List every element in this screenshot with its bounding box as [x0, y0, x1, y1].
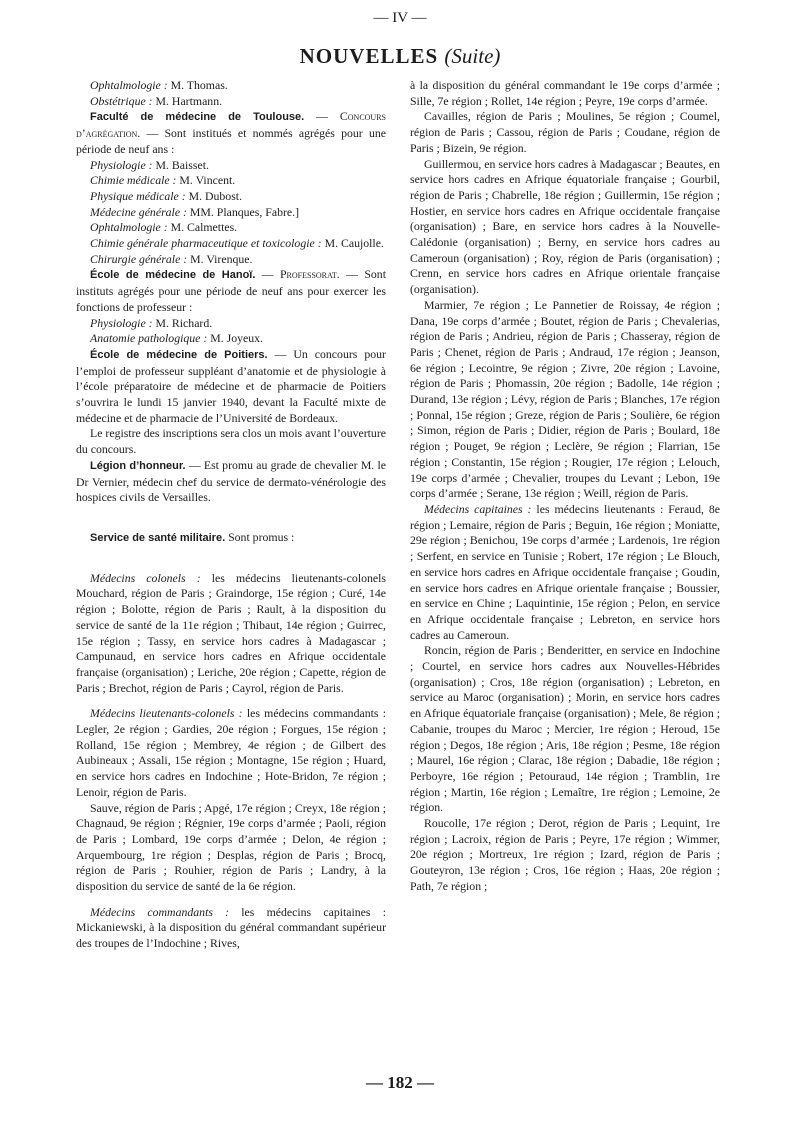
paragraph: [76, 94, 386, 110]
paragraph-text: M. Joyeux.: [207, 331, 264, 346]
paragraph-text: les médecins commandants : Legler, 2e région ; Gardies, 20e région ; Forgues, 15e région ; Rolland, 15e région ; Membrey, 4e région ; de Gilbert des Aubineaux ; Assali, 15e région ; Montagne, 15e région ; Huard, en service hors cadres en Indochine ; Hote-Bridon, 7e région ; Lenoir, région de Paris.: [76, 706, 386, 799]
paragraph: [76, 252, 386, 268]
paragraph: [76, 158, 386, 174]
section-paragraph: [76, 109, 386, 157]
paragraph-text: — Un concours pour l’emploi de professeur suppléant d’anatomie et de physiologie à l’école préparatoire de médecine et de pharmacie de Poitiers s’ouvrira le lundi 15 janvier 1940, devant la Faculté mixte de médecine et de pharmacie de l’Université de Bordeaux.: [76, 346, 386, 425]
paragraph: [76, 173, 386, 189]
title-main: NOUVELLES: [299, 44, 439, 68]
section-heading: École de médecine de Hanoï.: [90, 269, 256, 282]
paragraph: Le registre des inscriptions sera clos un mois avant l’ouverture du concours.: [76, 426, 386, 457]
section-paragraph: [76, 267, 386, 315]
rank-label: Médecins capitaines :: [424, 501, 532, 516]
paragraph: [76, 905, 386, 952]
paragraph-text: M. Hartmann.: [152, 93, 223, 108]
paragraph-text: les médecins lieutenants-colonels Mouchard, région de Paris ; Graindorge, 15e région ; Curé, 14e région ; Bolotte, région de Paris ; Rault, à la disposition du service de santé de la 11e région ; Thibaut, 14e région ; Guirrec, 15e région ; Tassy, en service hors cadres à Madagascar ; Campunaud, en service hors cadres en Afrique occidentale française (organisation) ; Leriche, 20e région ; Capette, région de Paris ; Brechot, région de Paris ; Cayrol, région de Paris.: [76, 570, 386, 695]
section-heading: Légion d’honneur.: [90, 459, 186, 472]
section-heading: École de médecine de Poitiers.: [90, 348, 268, 361]
section-paragraph: [76, 458, 386, 506]
rank-label: Médecins colonels :: [90, 570, 201, 585]
paragraph-text: — Sont instituts agrégés pour une période de neuf ans pour exercer les fonctions de professeur :: [76, 267, 386, 314]
paragraph-text: Sont promus :: [225, 529, 295, 544]
right-column: [410, 78, 720, 895]
paragraph: [76, 316, 386, 332]
paragraph-text: M. Dubost.: [185, 188, 243, 203]
paragraph: [76, 205, 386, 221]
paragraph-text: MM. Planques, Fabre.]: [186, 204, 300, 219]
discipline-label: Chimie médicale :: [90, 173, 177, 188]
paragraph: à la disposition du général commandant le 19e corps d’armée ; Sille, 7e région ; Rollet, 14e région ; Peyre, 19e corps d’armée.: [410, 78, 720, 108]
title-suffix: (Suite): [444, 44, 501, 68]
page-roman-numeral: — IV —: [373, 10, 427, 26]
paragraph: [76, 236, 386, 252]
discipline-label: Ophtalmologie :: [90, 220, 168, 235]
paragraph-text: — Est promu au grade de chevalier M. le Dr Vernier, médecin chef du service de dermato-vénérologie des hospices civils de Versailles.: [76, 457, 386, 505]
discipline-label: Physiologie :: [90, 315, 153, 330]
section-heading: Faculté de médecine de Toulouse.: [90, 111, 305, 124]
page-number: — 182 —: [366, 1073, 434, 1092]
discipline-label: Physique médicale :: [90, 188, 186, 203]
section-subheading: — Concours d’agrégation.: [76, 109, 386, 141]
paragraph-text: — Sont institués et nommés agrégés pour une période de neuf ans :: [76, 126, 386, 156]
paragraph-text: les médecins lieutenants : Feraud, 8e région ; Lemaire, région de Paris ; Beguin, 16e région ; Moniatte, 29e région ; Benichou, 19e corps d’armée ; Lardenois, 1re région ; Serfent, en service en Tunisie ; Robert, 17e région ; Le Blouch, en service hors cadres en Afrique occidentale française ; Goudin, en service hors cadres en Afrique orientale française ; Boussier, en service en Chine ; Laquintinie, 15e région ; Pelon, en service en Afrique occidentale française ; Lebreton, en service hors cadres au Cameroun.: [410, 501, 720, 642]
rank-label: Médecins lieutenants-colonels :: [90, 706, 243, 721]
paragraph-text: M. Thomas.: [167, 78, 228, 92]
paragraph-text: les médecins capitaines : Mickaniewski, à la disposition du général commandant supérieur des troupes de l’Indochine ; Rives,: [76, 904, 386, 951]
discipline-label: Obstétrique :: [90, 93, 153, 108]
discipline-label: Ophtalmologie :: [90, 78, 168, 92]
section-heading: Service de santé militaire.: [90, 531, 226, 544]
discipline-label: Chimie générale pharmaceutique et toxicologie :: [90, 236, 322, 251]
paragraph: [76, 189, 386, 205]
paragraph-text: M. Baisset.: [152, 157, 209, 172]
paragraph: Sauve, région de Paris ; Apgé, 17e région ; Creyx, 18e région ; Chagnaud, 9e région ; Régnier, 19e corps d’armée ; Paoli, région de Paris ; Lombard, 19e corps d’armée ; Delon, 4e région ; Arquembourg, 1re région ; Desplas, région de Paris ; Brocq, région de Paris ; Rouhier, région de Paris ; Landry, à la disposition du service de santé de la 6e région.: [76, 800, 386, 894]
paragraph: [76, 331, 386, 347]
section-paragraph: [76, 347, 386, 427]
left-column: [76, 78, 386, 952]
section-subheading: — Professorat.: [255, 267, 340, 282]
paragraph: Roucolle, 17e région ; Derot, région de Paris ; Lequint, 1re région ; Lacroix, région de Paris ; Peyre, 17e région ; Wimmer, 20e région ; Mortreux, 1re région ; Izard, région de Paris ; Gouteyron, 13e région ; Cros, 16e région ; Haas, 20e région ; Path, 7e région ;: [410, 816, 720, 893]
rank-label: Médecins commandants :: [90, 904, 230, 919]
paragraph-text: M. Caujolle.: [321, 236, 384, 251]
paragraph-text: M. Richard.: [152, 315, 213, 330]
paragraph: Cavailles, région de Paris ; Moulines, 5e région ; Coumel, région de Paris ; Cassou, région de Paris ; Coudane, région de Paris ; Bizein, 9e région.: [410, 109, 720, 155]
discipline-label: Médecine générale :: [90, 204, 187, 219]
paragraph: Marmier, 7e région ; Le Pannetier de Roissay, 4e région ; Dana, 19e corps d’armée ; Boutet, région de Paris ; Chevalerias, région de Paris ; Andrieu, région de Paris ; Chasseray, région de Paris ; Chenet, région de Paris ; Andraud, 17e région ; Jeanson, 6e région ; Lecointre, 9e région ; Zivre, 20e région ; Lavoine, région de Paris ; Phomassin, 20e région ; Badolle, 14e région ; Durand, 13e région ; Lévy, région de Paris ; Blanches, 17e région ; Ponnal, 15e région ; Greze, région de Paris ; Soulière, 6e région ; Simon, région de Paris ; Didier, région de Paris ; Boulard, 18e région ; Pouget, 9e région ; Leclère, 9e région ; Flarrian, 15e région ; Constantin, 15e région ; Rougier, 17e région ; Lelouch, 19e corps d’armée ; Chevalier, troupes du Levant ; Lebon, 19e corps d’armée ; Serane, 13e région ; Weill, région de Paris.: [410, 297, 720, 501]
discipline-label: Anatomie pathologique :: [90, 331, 208, 346]
discipline-label: Chirurgie générale :: [90, 251, 188, 266]
discipline-label: Physiologie :: [90, 157, 153, 172]
paragraph: Guillermou, en service hors cadres à Madagascar ; Beautes, en service hors cadres en Afrique équatoriale française ; Gourbil, région de Paris ; Chabrelle, 18e région ; Guillermin, 15e région ; Hostier, en service hors cadres en Afrique occidentale française (organisation) ; Bare, en service hors cadres à la Nouvelle-Calédonie (organisation) ; Berny, en service hors cadres au Cameroun (organisation) ; Roy, région de Paris (organisation) ; Crenn, en service hors cadres en Afrique orientale française (organisation).: [410, 156, 720, 297]
paragraph: [76, 706, 386, 800]
section-paragraph: [76, 530, 386, 547]
paragraph: [76, 571, 386, 697]
paragraph: Roncin, région de Paris ; Benderitter, en service en Indochine ; Courtel, en service hors cadres aux Nouvelles-Hébrides (organisation) ; Cros, 18e région (organisation) ; Lebreton, en service au Maroc (organisation) ; Morin, en service hors cadres en Afrique équatoriale française (organisation) ; Mele, 8e région ; Cabanie, troupes du Maroc ; Mercier, 1re région ; Heroud, 15e région ; Degos, 18e région ; Aris, 18e région ; Pesme, 18e région ; Maurel, 16e région ; Clarac, 18e région ; Dabadie, 18e région ; Perboyre, 16e région ; Petouraud, 14e région ; Tramblin, 1re région ; Martin, 16e région ; Lemaître, 1re région ; Lemoine, 2e région.: [410, 643, 720, 815]
paragraph-text: M. Calmettes.: [167, 220, 238, 235]
page-title: [0, 44, 800, 69]
paragraph: [410, 502, 720, 643]
paragraph-text: M. Vincent.: [176, 173, 236, 188]
paragraph-text: M. Virenque.: [187, 251, 253, 266]
paragraph: [76, 220, 386, 236]
paragraph: [76, 78, 386, 94]
